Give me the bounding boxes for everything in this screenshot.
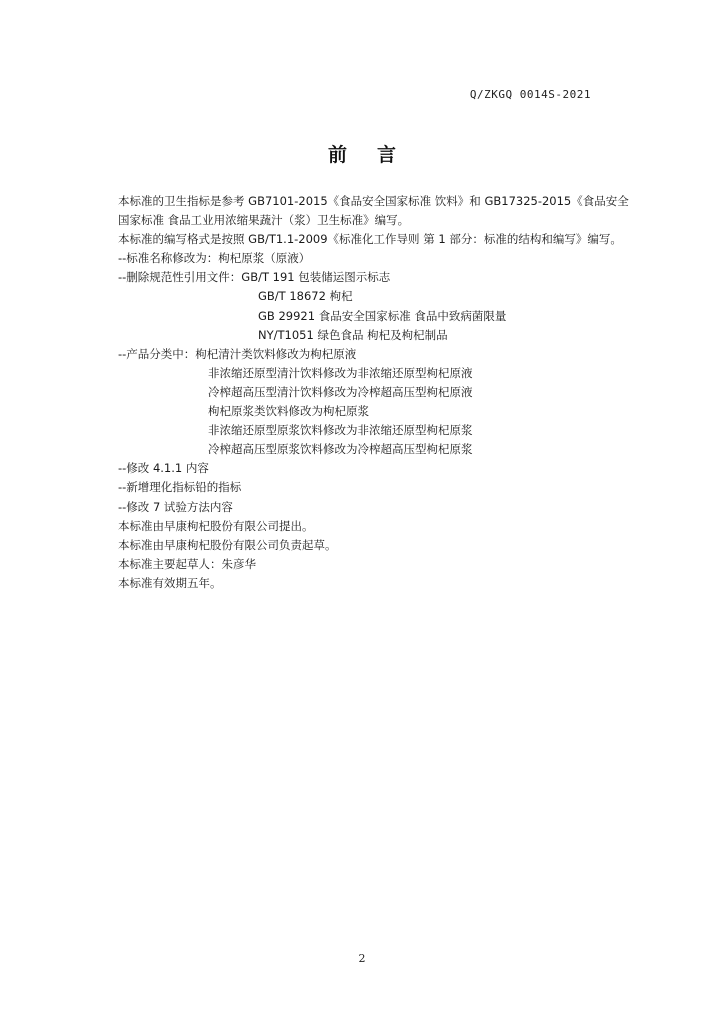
category-line: 非浓缩还原型清汁饮料修改为非浓缩还原型枸杞原液 <box>208 365 473 380</box>
body-line: --修改 7 试验方法内容 <box>118 499 233 514</box>
body-line: --标准名称修改为：枸杞原浆（原液） <box>118 251 311 266</box>
reference-line: GB/T 18672 枸杞 <box>258 289 353 304</box>
body-line: --修改 4.1.1 内容 <box>118 461 209 476</box>
foreword-body <box>118 192 658 593</box>
document-code: Q/ZKGQ 0014S-2021 <box>469 88 591 101</box>
body-line: 国家标准 食品工业用浓缩果蔬汁（浆）卫生标准》编写。 <box>118 213 410 228</box>
body-line: --删除规范性引用文件：GB/T 191 包装储运图示标志 <box>118 270 391 285</box>
category-line: 枸杞原浆类饮料修改为枸杞原浆 <box>208 404 369 419</box>
page-title: 前言 <box>327 144 426 166</box>
body-line: 本标准有效期五年。 <box>118 575 222 590</box>
page-number: 2 <box>358 952 366 965</box>
body-line: 本标准的编写格式是按照 GB/T1.1-2009《标准化工作导则 第 1 部分：标准的结构和编写》编写。 <box>118 232 622 247</box>
reference-line: GB 29921 食品安全国家标准 食品中致病菌限量 <box>258 308 507 323</box>
category-line: 冷榨超高压型清汁饮料修改为冷榨超高压型枸杞原液 <box>208 384 473 399</box>
body-line: 本标准由早康枸杞股份有限公司提出。 <box>118 518 314 533</box>
body-line: 本标准主要起草人：朱彦华 <box>118 556 256 571</box>
body-line: --新增理化指标铅的指标 <box>118 480 242 495</box>
body-line: 本标准的卫生指标是参考 GB7101-2015《食品安全国家标准 饮料》和 GB17325-2015《食品安全 <box>118 194 629 208</box>
body-line: 本标准由早康枸杞股份有限公司负责起草。 <box>118 537 337 552</box>
category-line: 非浓缩还原型原浆饮料修改为非浓缩还原型枸杞原浆 <box>208 423 473 438</box>
category-line: 冷榨超高压型原浆饮料修改为冷榨超高压型枸杞原浆 <box>208 442 473 457</box>
body-line: --产品分类中：枸杞清汁类饮料修改为枸杞原液 <box>118 346 357 361</box>
reference-line: NY/T1051 绿色食品 枸杞及枸杞制品 <box>258 327 448 342</box>
